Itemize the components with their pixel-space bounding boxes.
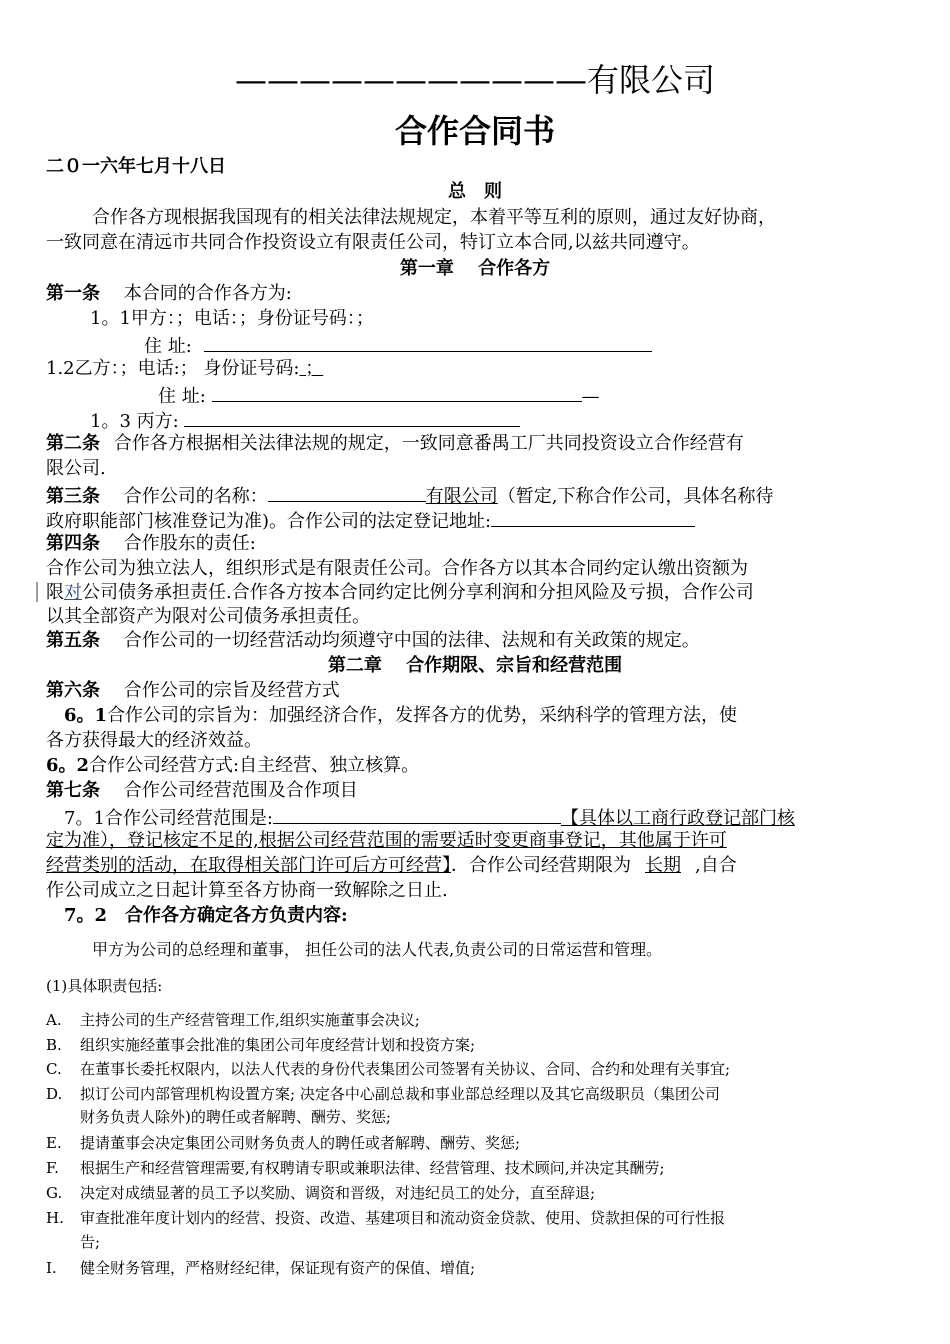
article4-text: 合作股东的责任: [123, 533, 256, 554]
party-b-address-label: 住 址: [158, 386, 206, 407]
general-para-line1: 合作各方现根据我国现有的相关法律法规规定，本着平等互利的原则，通过友好协商， [92, 207, 776, 228]
list-item [46, 1133, 520, 1153]
business-scope-blank [273, 805, 561, 824]
article5-label: 第五条 [46, 630, 100, 651]
party-b-address [158, 383, 600, 408]
list-item-text: 决定对成绩显著的员工予以奖励、调资和晋级，对违纪员工的处分，直至辞退; [80, 1184, 596, 1202]
list-item-text: 提请董事会决定集团公司财务负责人的聘任或者解聘、酬劳、奖惩; [80, 1134, 521, 1152]
article2-text: 合作各方根据相关法律法规的规定，一致同意番禺工厂共同投资设立合作经营有 [113, 433, 744, 454]
clause-6-1-line2: 各方获得最大的经济效益。 [46, 730, 262, 751]
list-item-text: 组织实施经董事会批准的集团公司年度经营计划和投资方案; [80, 1036, 476, 1054]
article7 [46, 780, 358, 802]
general-para-line2: 一致同意在清远市共同合作投资设立有限责任公司，特订立本合同,以兹共同遵守。 [46, 232, 700, 253]
article3-address-text: 政府职能部门核准登记为准)。合作公司的法定登记地址: [46, 511, 492, 532]
party-a-role: 甲方为公司的总经理和董事， 担任公司的法人代表,负责公司的日常运营和管理。 [92, 940, 663, 959]
list-item-label: I. [46, 1259, 57, 1277]
clause-6-1-line1 [64, 705, 737, 727]
clause-6-2-text: 合作公司经营方式:自主经营、独立核算。 [89, 755, 420, 776]
party-c-text: 1。3 丙方: [90, 411, 179, 432]
list-item-label: B. [46, 1036, 62, 1054]
article4-line2 [46, 582, 754, 604]
article2-line1 [46, 433, 744, 455]
list-item-text: 告; [80, 1233, 101, 1251]
document-title: 合作合同书 [394, 112, 555, 150]
party-a-line: 1。1甲方：；电话：；身份证号码：； [90, 308, 374, 329]
article3-label: 第三条 [46, 486, 100, 507]
party-b-address-dash: — [581, 386, 600, 407]
article3-note: （暂定,下称合作公司，具体名称待 [497, 486, 774, 507]
party-b-id-blank: ； [299, 358, 324, 379]
list-item [46, 1258, 475, 1278]
list-item [46, 1232, 100, 1252]
list-item [46, 1158, 665, 1178]
clause-7-1-text: 7。1合作公司经营范围是: [64, 808, 273, 829]
general-heading: 总 则 [448, 181, 502, 202]
article4-heading [46, 533, 256, 555]
list-item-text: 审查批准年度计划内的经营、投资、改造、基建项目和流动资金贷款、使用、贷款担保的可行性报 [80, 1209, 726, 1227]
list-item [46, 1010, 420, 1030]
list-item [46, 1208, 725, 1228]
article3-line2 [46, 508, 695, 533]
list-item-label: G. [46, 1184, 63, 1202]
clause-6-1-number: 6。1 [64, 705, 108, 726]
party-a-address-label: 住 址: [144, 336, 192, 357]
party-c-line [90, 408, 520, 433]
list-item [46, 1084, 720, 1104]
chapter1-heading: 第一章 合作各方 [399, 258, 551, 279]
list-item-label: C. [46, 1060, 62, 1078]
document-date: 二０一六年七月十八日 [46, 156, 226, 177]
article3-company: 有限公司 [425, 486, 498, 507]
company-name: ———————————有限公司 [234, 61, 715, 99]
list-item-text: 在董事长委托权限内，以法人代表的身份代表集团公司签署有关协议、合同、合约和处理有关事宜; [80, 1060, 731, 1078]
clause-6-2-number: 6。2 [46, 755, 90, 776]
article3-name-blank [268, 483, 426, 502]
article4-line3: 以其全部资产为限对公司债务承担责任。 [46, 606, 370, 627]
list-item-label: F. [46, 1159, 59, 1177]
list-item-text: 拟订公司内部管理机构设置方案; 决定各中心副总裁和事业部总经理以及其它高级职员（集团公司 [80, 1085, 720, 1103]
article4-line1: 合作公司为独立法人，组织形式是有限责任公司。合作各方以其本合同约定认缴出资额为 [46, 558, 748, 579]
party-b-text: 1.2乙方：；电话:； 身份证号码: [46, 358, 300, 379]
article5 [46, 630, 700, 652]
list-item-text: 主持公司的生产经营管理工作,组织实施董事会决议; [80, 1011, 420, 1029]
clause-7-1-line1 [64, 805, 795, 830]
article6-text: 合作公司的宗旨及经营方式 [123, 680, 340, 701]
article3-address-blank [491, 508, 695, 527]
article6 [46, 680, 340, 702]
list-item-text: 健全财务管理，严格财经纪律，保证现有资产的保值、增值; [80, 1259, 476, 1277]
clause-7-1-line3-c: ,自合 [695, 855, 737, 876]
clause-7-1-line3 [46, 855, 737, 877]
business-scope-note: 【具体以工商行政登记部门核 [560, 808, 795, 829]
chapter2-heading: 第二章 合作期限、宗旨和经营范围 [327, 655, 623, 676]
clause-6-2 [46, 755, 419, 777]
list-item [46, 1107, 391, 1127]
list-item-label: A. [46, 1011, 62, 1029]
article4-label: 第四条 [46, 533, 100, 554]
article6-label: 第六条 [46, 680, 100, 701]
article4-line2-rest: 公司债务承担责任.合作各方按本合同约定比例分享利润和分担风险及亏损，合作公司 [82, 582, 754, 603]
article1-text: 本合同的合作各方为: [123, 283, 292, 304]
list-item-label: E. [46, 1134, 62, 1152]
article7-text: 合作公司经营范围及合作项目 [123, 780, 358, 801]
article7-label: 第七条 [46, 780, 100, 801]
clause-7-1-line3-b: ．合作公司经营期限为 [451, 855, 631, 876]
article3-text: 合作公司的名称： [123, 486, 268, 507]
article1 [46, 283, 292, 305]
list-item-label: D. [46, 1085, 63, 1103]
article1-label: 第一条 [46, 283, 100, 304]
clause-7-1-line2-b: ，登记核定不足的,根据公司经营范围的需要适时变更商事登记，其他属于许可 [109, 830, 727, 851]
clause-7-1-line3-a: 经营类别的活动，在取得相关部门许可后方可经营】 [46, 855, 451, 876]
article3-line1 [46, 483, 773, 508]
list-item [46, 1183, 595, 1203]
clause-7-1-line2-a: 定为准） [46, 830, 109, 851]
article4-line2-start: 限 [46, 582, 64, 603]
clause-7-1-line2 [46, 830, 727, 852]
party-a-address [144, 333, 652, 358]
list-item-label: H. [46, 1209, 64, 1227]
list-item-text: 财务负责人除外)的聘任或者解聘、酬劳、奖惩; [80, 1108, 391, 1126]
party-c-blank [184, 408, 520, 427]
duties-intro: (1)具体职责包括: [46, 977, 163, 995]
list-item-text: 根据生产和经营管理需要,有权聘请专职或兼职法律、经营管理、技术顾问,并决定其酬劳; [80, 1159, 665, 1177]
clause-7-1-line4: 作公司成立之日起计算至各方协商一致解除之日止. [46, 880, 448, 901]
article5-text: 合作公司的一切经营活动均须遵守中国的法律、法规和有关政策的规定。 [123, 630, 700, 651]
clause-6-1-text: 合作公司的宗旨为：加强经济合作，发挥各方的优势，采纳科学的管理方法，使 [107, 705, 738, 726]
party-b-line [46, 358, 323, 380]
article2-label: 第二条 [46, 433, 100, 454]
article2-line2: 限公司. [46, 458, 106, 479]
article4-inserted-text: 对 [64, 582, 82, 603]
revision-bar [36, 582, 38, 602]
party-b-address-blank [212, 383, 582, 402]
party-a-address-blank [204, 333, 652, 352]
list-item [46, 1035, 475, 1055]
operation-term: 长期 [645, 855, 681, 876]
clause-7-2: 7。2 合作各方确定各方负责内容: [64, 905, 348, 926]
list-item [46, 1059, 730, 1079]
